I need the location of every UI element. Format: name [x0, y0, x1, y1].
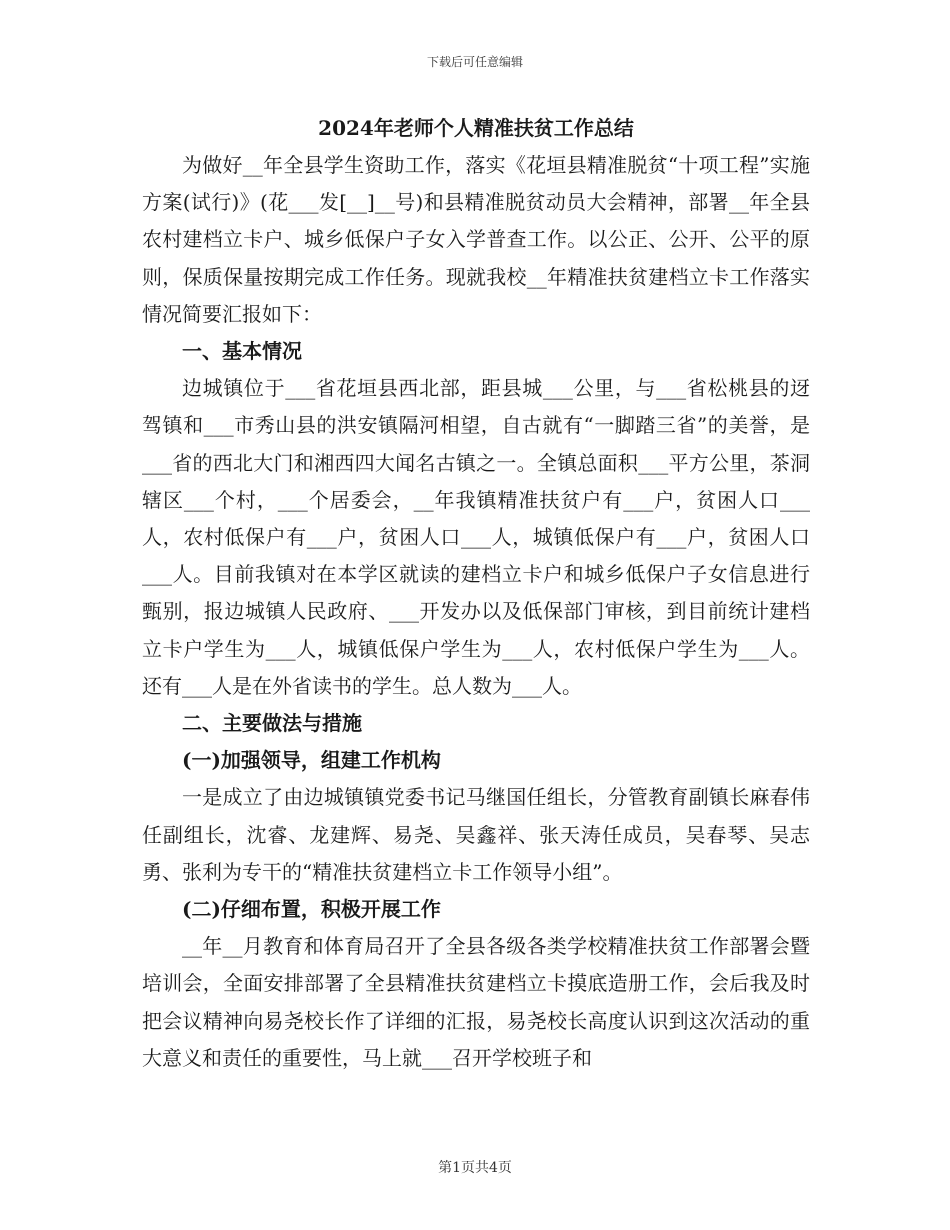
- heading-main-measures: 二、主要做法与措施: [182, 711, 362, 736]
- document-title: 2024年老师个人精准扶贫工作总结: [318, 116, 634, 140]
- paragraph-intro: 为做好__年全县学生资助工作，落实《花垣县精准脱贫“十项工程”实施方案(试行)》(花___发[__]__号)和县精准脱贫动员大会精神，部署__年全县农村建档立卡户、城乡低保户子女入学普查工作。以公正、公开、公平的原则，保质保量按期完成工作任务。现就我校__年精准扶贫建档立卡工作落实情况简要汇报如下：: [142, 153, 810, 326]
- heading-strengthen-leadership: (一)加强领导，组建工作机构: [182, 748, 441, 773]
- paragraph-basic-situation: 边城镇位于___省花垣县西北部，距县城___公里，与___省松桃县的迓驾镇和___市秀山县的洪安镇隔河相望，自古就有“一脚踏三省”的美誉，是___省的西北大门和湘西四大闻名古镇之一。全镇总面积___平方公里，茶洞辖区___个村，___个居委会，__年我镇精准扶贫户有___户，贫困人口___人，农村低保户有___户，贫困人口___人，城镇低保户有___户，贫困人口___人。目前我镇对在本学区就读的建档立卡户和城乡低保户子女信息进行甄别，报边城镇人民政府、___开发办以及低保部门审核，到目前统计建档立卡户学生为___人，城镇低保户学生为___人，农村低保户学生为___人。还有___人是在外省读书的学生。总人数为___人。: [142, 376, 810, 698]
- page-footer: 第1页共4页: [438, 1160, 512, 1176]
- heading-basic-situation: 一、基本情况: [182, 339, 302, 364]
- paragraph-leadership: 一是成立了由边城镇镇党委书记马继国任组长，分管教育副镇长麻春伟任副组长，沈睿、龙建辉、易尧、吴鑫祥、张天涛任成员，吴春琴、吴志勇、张利为专干的“精准扶贫建档立卡工作领导小组”。: [142, 785, 810, 884]
- header-note: 下载后可任意编辑: [426, 55, 523, 69]
- paragraph-arrangement: __年__月教育和体育局召开了全县各级各类学校精准扶贫工作部署会暨培训会，全面安排部署了全县精准扶贫建档立卡摸底造册工作，会后我及时把会议精神向易尧校长作了详细的汇报，易尧校长高度认识到这次活动的重大意义和责任的重要性，马上就___召开学校班子和: [142, 934, 810, 1070]
- heading-careful-arrangement: (二)仔细布置，积极开展工作: [182, 897, 441, 922]
- document-body: [142, 110, 810, 1077]
